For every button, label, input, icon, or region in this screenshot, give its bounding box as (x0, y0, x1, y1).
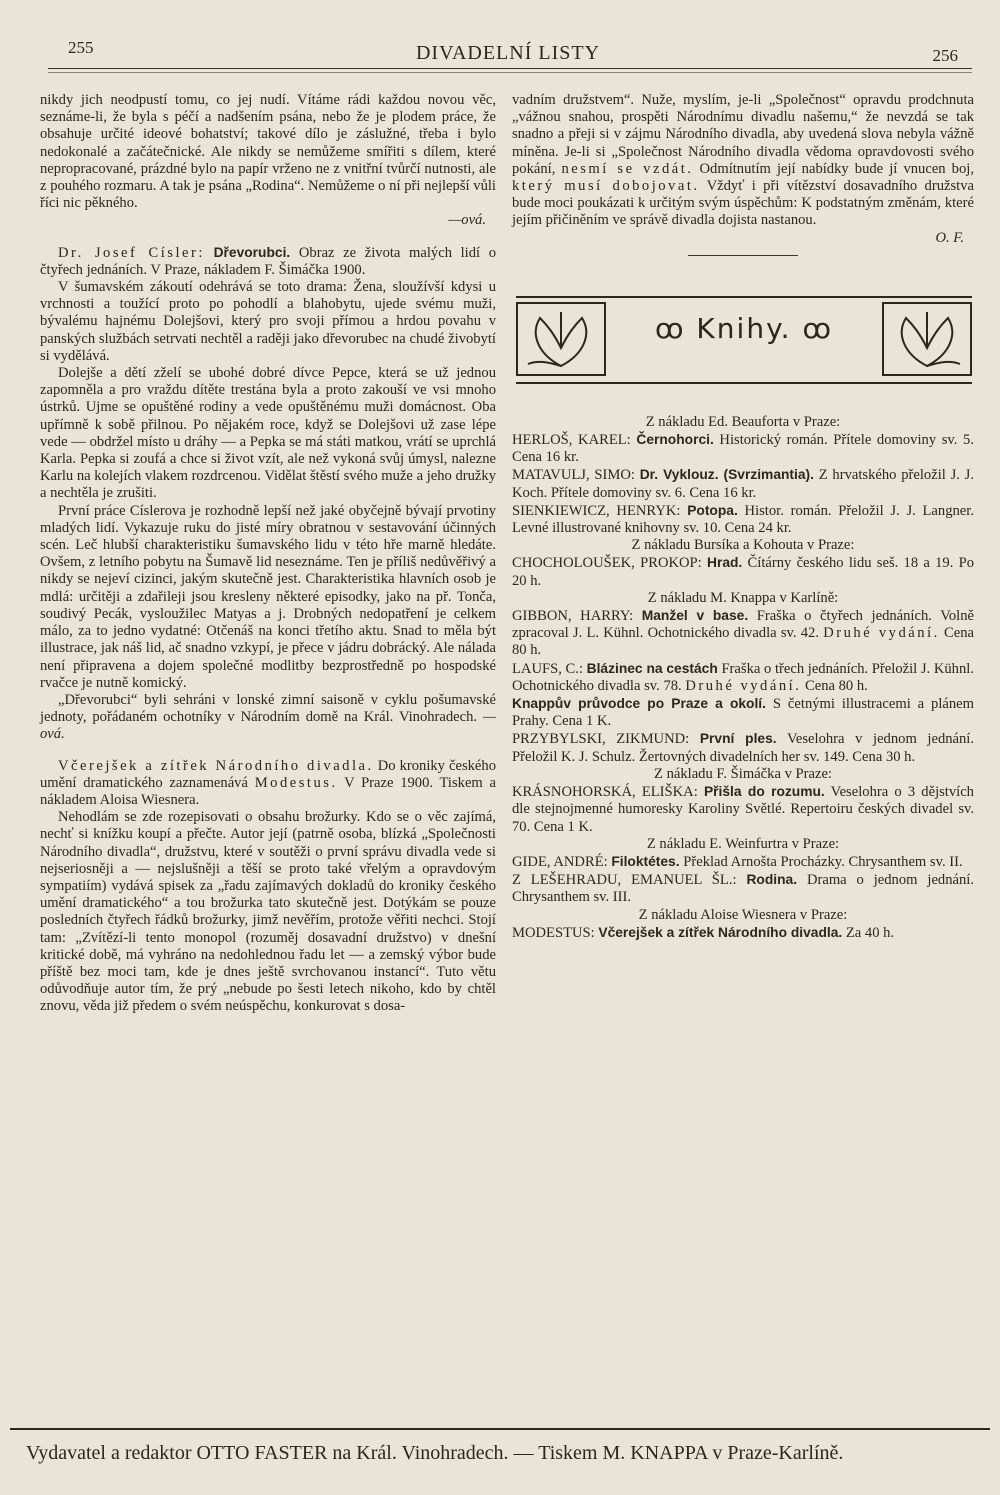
emphasis: nesmí se vzdát. (561, 160, 694, 177)
book-entry (512, 853, 974, 871)
book-details: Čítárny českého lidu seš. 18 a 19. Po 20 h. (512, 555, 975, 589)
review-imprint: Obraz ze života malých lidí o čtyřech jednáních. V Praze, nákladem F. Šimáčka 1900. (40, 244, 497, 278)
page-header (58, 38, 958, 68)
page-number-left: 255 (68, 38, 94, 57)
book-author: MODESTUS: (512, 924, 595, 941)
book-details: Překlad Arnošta Procházky. Chrysanthem sv. II. (683, 853, 963, 870)
paragraph-text: Vždyť i při vítězství dosavadního družstva bude moci poukázati k určitým svým úspěchům: K podstatným změnám, které jejím přičiněním ve správě divadla dojista nastanou. (512, 178, 974, 229)
books-section-title: ꝏ Knihy. ꝏ (655, 311, 833, 345)
books-banner (516, 296, 972, 384)
book-author: GIDE, ANDRÉ: (512, 853, 608, 870)
book-author: GIBBON, HARRY: (512, 608, 634, 625)
paragraph (40, 692, 496, 744)
paragraph: nikdy jich neodpustí tomu, co jej nudí. Vítáme rádi každou novou věc, seznáme-li, že byla s péčí a nadšením psána, nebo že je plodem práce, že obsahuje určité ideové bohatství; takové dílo je záslužné, třeba i bylo nedokonalé a začátečnické. Ale nikdy se nemůžeme smířiti s dílem, které nepropracované, prázdné bylo na papír vrženo ne z vnitřní tvůrčí nutnosti, ale z pouhého rozmaru. A tak je psána „Rodina“. Nemůžeme o ní při nejlepší vůli říci nic pěkného. (40, 92, 496, 212)
emphasis: který musí dobojovat. (512, 178, 700, 195)
review-heading (40, 244, 496, 279)
book-title: Hrad. (707, 555, 743, 571)
book-entry (512, 502, 974, 537)
book-entry (512, 871, 974, 906)
book-author: HERLOŠ, KAREL: (512, 432, 631, 449)
review-heading (40, 758, 496, 810)
book-author: PRZYBYLSKI, ZIKMUND: (512, 731, 690, 748)
paragraph-text: „Dřevorubci“ byli sehráni v lonské zimní saisoně v cyklu pošumavské jednoty, pořádaném ochotníky v Národním domě na Král. Vinohradech. (40, 691, 496, 726)
signature: —ová. (448, 212, 486, 229)
paragraph: Nehodlám se zde rozepisovati o obsahu brožurky. Kdo se o věc zajímá, nechť si knížku koupí a přečte. Autor její (patrně osoba, blízká „Společnosti Národního divadla“, družstvu, které v soutěži o první správu divadla vede si nejseriosněji a — nejslušněji a těší se proto také vřelým a opravdovým sympatiím) vydává spisek za „řadu zajímavých dokladů do kroniky českého umění dramatického“ a tou brožurka tato skutečně jest. Dotýkám se pouze posledních čtyřech řádků brožurky, jimž nevěřím, protože věřiti nechci. Stojí tam: „Zvítězí-li tento monopol (rozuměj dosavadní družstvo) v dnešní kritické době, má vyhráno na nedohlednou řadu let — a zemský výbor bude příště bez moci tam, kde je dnes ještě svrchovanou instancí“. Tuto větu odůvodňuje autor tím, že prý „nebude po šesti letech nikoho, kdo by chtěl znovu, věda již předem o svém neúspěchu, konkurovat s dosa- (40, 809, 496, 1015)
book-details: Drama o jednom jednání. Chrysanthem sv. III. (512, 872, 975, 906)
book-author: MATAVULJ, SIMO: (512, 467, 635, 484)
book-details: Z hrvatského přeložil J. J. Koch. Přítele domoviny sv. 6. Cena 16 kr. (512, 467, 974, 501)
book-title: První ples. (699, 731, 777, 747)
book-entry (512, 660, 974, 695)
book-title: Filoktétes. (611, 853, 680, 869)
book-entry (512, 730, 974, 765)
book-author: SIENKIEWICZ, HENRYK: (512, 502, 681, 519)
book-author: LAUFS, C.: (512, 660, 583, 677)
book-edition: Druhé vydání. (685, 677, 802, 694)
paragraph (512, 92, 974, 230)
book-details: Veselohra o 3 dějstvích dle stejnojmenné humoresky Karoliny Světlé. Repertoiru českých divadel sv. 70. Cena 1 K. (512, 784, 974, 835)
book-author: CHOCHOLOUŠEK, PROKOP: (512, 555, 702, 572)
book-title: Blázinec na cestách (586, 660, 718, 676)
header-rule (48, 68, 972, 69)
imprint-footer: Vydavatel a redaktor OTTO FASTER na Král. Vinohradech. — Tiskem M. KNAPPA v Praze-Karlíně. (26, 1442, 844, 1464)
paragraph-text: vadním družstvem“. Nuže, myslím, je-li „Společnost“ opravdu prodchnuta „vážnou snahou, prospěti Národnímu divadlu našemu,“ že nevzdá se tak snadno a přeji si v zájmu Národního divadla, aby uvedená slova nebyla vážně míněna. Je-li si „Společnost Národního divadla vědoma opravdovosti svého pokání, (512, 92, 974, 177)
book-details: Histor. román. Přeložil J. J. Langner. Levné illustrované knihovny sv. 10. Cena 24 kr. (512, 502, 974, 537)
book-entry (512, 607, 974, 660)
book-author: Z LEŠEHRADU, EMANUEL ŠL.: (512, 872, 737, 889)
right-column (512, 92, 974, 942)
book-author: KRÁSNOHORSKÁ, ELIŠKA: (512, 784, 698, 801)
book-details: Historický román. Přítele domoviny sv. 5. Cena 16 kr. (512, 432, 974, 466)
publisher-heading: Z nákladu M. Knappa v Karlíně: (647, 589, 839, 606)
signature: O. F. (935, 229, 964, 246)
book-title: Rodina. (746, 872, 798, 888)
footer-rule (10, 1428, 990, 1430)
book-edition: Druhé vydání. (823, 625, 940, 642)
page-number-right: 256 (932, 46, 958, 65)
header-rule-thin (48, 72, 972, 73)
left-column (40, 92, 496, 1016)
book-title: Černohorci. (636, 432, 714, 448)
paragraph: První práce Císlerova je rozhodně lepší než jaké obyčejně bývají prvotiny mladých lidí. Vykazuje ruku do jisté míry obratnou v sestavování účinných scén. Leč hlubší charakteristiku šumavského lidu v této hře marně hledáte. Ovšem, z letního pobytu na Šumavě lid neseznáme. Ten je příliš nedůvěřivý a nikdy se nejeví cizinci, jakým skutečně jest. Charakteristika hlavních osob je mdlá: určitěji a zdařileji jsou kresleny některé episodky, jako na př. Tonča, soudivý Pecák, vysloužilec Matyas a j. Drobných nedopatření je celkem málo, za to jedno vydatné: Otčenáš na konci třetího aktu. Snad to měla být illustrace, jak náš lid, ač snadno vzkypí, je přece v jádru dobrácký. Ale nálada není připravena a dojem společné modlitby bezprostředně po hospodské rvačce je nutně komický. (40, 502, 496, 691)
book-details: Veselohra v jednom jednání. Přeložil K. J. Schulz. Žertovných divadelních her sv. 149. Cena 30 h. (512, 731, 975, 765)
flower-ornament-icon (516, 302, 606, 376)
publisher-heading: Z nákladu Ed. Beauforta v Praze: (645, 413, 841, 430)
publisher-heading: Z nákladu Aloise Wiesnera v Praze: (638, 906, 848, 923)
flower-ornament-icon (882, 302, 972, 376)
review-author: Dr. Josef Císler: (58, 244, 205, 261)
book-title: Knappův průvodce po Praze a okolí. (512, 696, 766, 712)
publisher-heading: Z nákladu Bursíka a Kohouta v Praze: (631, 537, 855, 554)
review-text: Do kroniky českého umění dramatického zaznamenává (40, 757, 496, 791)
publisher-heading: Z nákladu F. Šimáčka v Praze: (654, 765, 832, 782)
book-details: Fraška o čtyřech jednáních. Volně zpracoval J. L. Kühnl. Ochotnického divadla sv. 42. (512, 608, 974, 642)
book-entry (512, 466, 974, 501)
book-entry (512, 924, 974, 942)
book-entry (512, 431, 974, 466)
review-title: Včerejšek a zítřek Národního divadla. (58, 757, 374, 774)
book-title: Manžel v base. (641, 608, 749, 624)
paragraph: V šumavském zákoutí odehrává se toto drama: Žena, sloužívší kdysi u vrchnosti a toužící proto po pohodlí a blahobytu, ujede svému muži, bývalému hajnému Dolejšovi, který pro svoji přímou a hrdou povahu v panských službách setrvati nechtěl a raději jako dřevorubec na chudé živobytí si vydělává. (40, 279, 496, 364)
journal-title: DIVADELNÍ LISTY (415, 42, 601, 64)
paragraph: Dolejše a dětí zželí se ubohé dobré dívce Pepce, která se už jednou zapomněla a pro vraždu dítěte trestána byla a proto zakouší ve vsi mnoho ústrků. Ujme se opuštěné rodiny a vede opuštěnému muži domácnost. Oba upřímně k sobě přilnou. Po nějakém roce, když se Dolejšovi už zase lépe vede — obdržel místo u dráhy — a Pepka se má státi matkou, vrátí se uprchlá Karla. Pepka si zoufá a chce si život vzít, ale než vykoná svůj úmysl, nalezne Karlu na kolejích vlakem rozdrcenou. Vidělat štěstí svého muže a jeho družky a nechtěla je zrušiti. (40, 365, 496, 502)
book-title: Potopa. (687, 502, 738, 518)
book-details: Fraška o třech jednáních. Přeložil J. Kühnl. Ochotnického divadla sv. 78. (512, 660, 974, 694)
signature: —ová. (40, 709, 496, 743)
book-title: Včerejšek a zítřek Národního divadla. (598, 924, 843, 940)
book-title: Přišla do rozumu. (703, 784, 825, 800)
book-details: S četnými illustracemi a plánem Prahy. Cena 1 K. (512, 696, 975, 730)
review-imprint: V Praze 1900. Tiskem a nákladem Aloisa Wiesnera. (40, 774, 496, 808)
book-price: Cena 80 h. (805, 677, 868, 694)
book-price: Za 40 h. (845, 924, 895, 941)
book-title: Dr. Vyklouz. (Svrzimantia). (639, 467, 814, 483)
publisher-heading: Z nákladu E. Weinfurtra v Praze: (646, 835, 840, 852)
book-entry (512, 554, 974, 589)
review-author: Modestus. (254, 774, 338, 791)
paragraph-text: Odmítnutím její nabídky bude jí vnucen boj, (699, 160, 974, 177)
book-entry (512, 783, 974, 836)
review-title: Dřevorubci. (213, 244, 291, 260)
book-entry (512, 695, 974, 730)
section-divider (688, 255, 798, 256)
book-price: Cena 80 h. (512, 625, 974, 659)
